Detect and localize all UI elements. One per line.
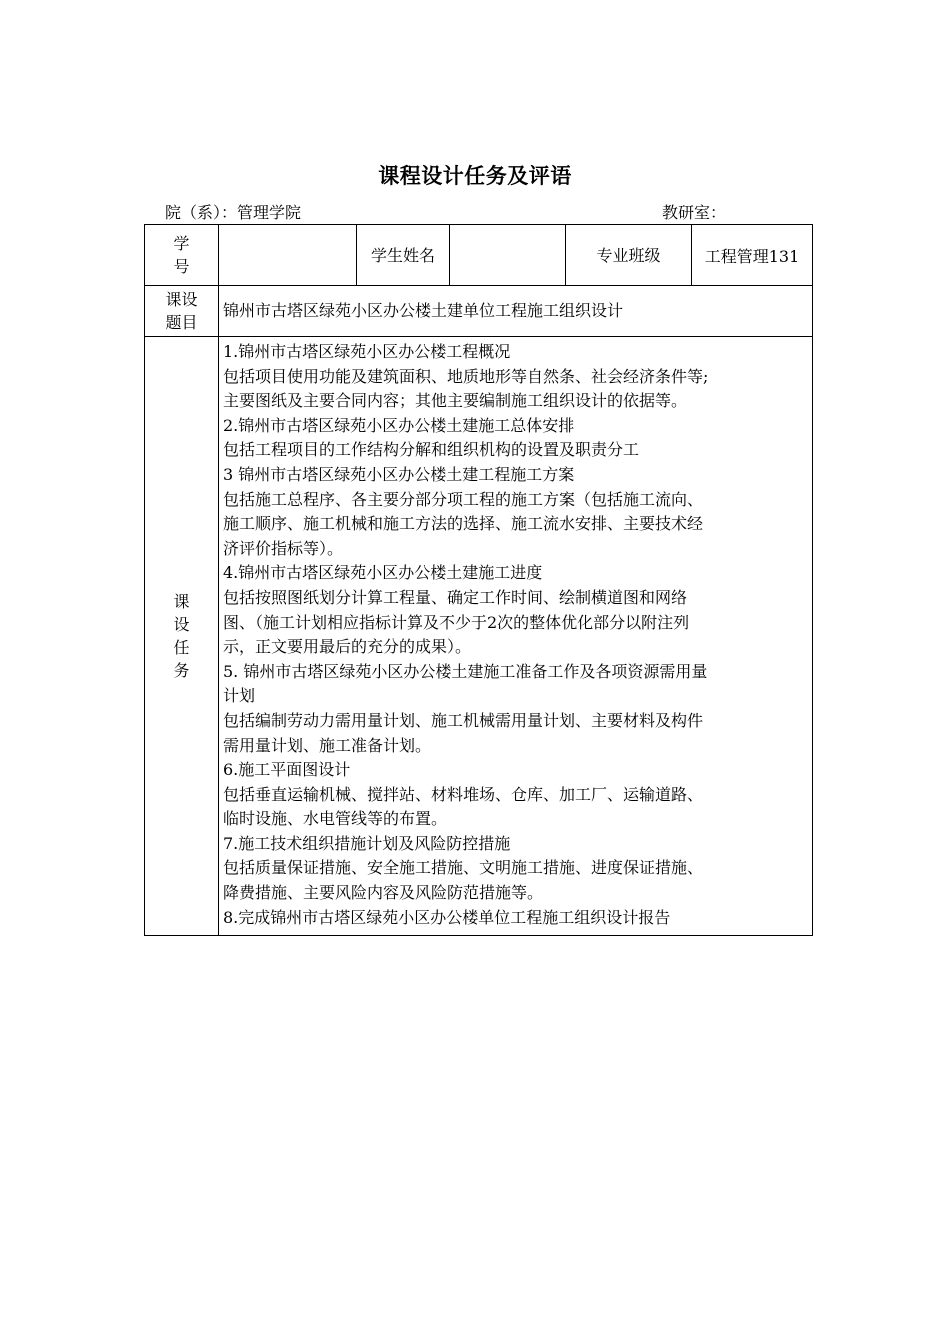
page-title: 课程设计任务及评语 — [378, 164, 572, 188]
topic-label-line-2: 题目 — [165, 313, 198, 332]
task-line: 4.锦州市古塔区绿苑小区办公楼土建施工进度 — [223, 563, 543, 583]
topic-row — [145, 286, 813, 337]
task-line: 包括工程项目的工作结构分解和组织机构的设置及职责分工 — [223, 440, 640, 460]
task-line: 包括按照图纸划分计算工程量、确定工作时间、绘制横道图和网络 — [223, 587, 688, 607]
task-line: 主要图纸及主要合同内容；其他主要编制施工组织设计的依据等。 — [223, 391, 688, 411]
task-line: 降费措施、主要风险内容及风险防范措施等。 — [223, 883, 544, 903]
topic-value: 锦州市古塔区绿苑小区办公楼土建单位工程施工组织设计 — [219, 286, 813, 337]
task-form-table — [144, 224, 813, 936]
task-line: 2.锦州市古塔区绿苑小区办公楼土建施工总体安排 — [223, 415, 575, 435]
office-field: 教研室： — [662, 203, 727, 222]
topic-label-line-1: 课设 — [165, 290, 198, 309]
task-line: 包括项目使用功能及建筑面积、地质地形等自然条、社会经济条件等; — [223, 366, 709, 386]
task-line: 8.完成锦州市古塔区绿苑小区办公楼单位工程施工组织设计报告 — [223, 907, 671, 927]
student-id-label: 学 号 — [145, 225, 219, 286]
topic-label — [145, 286, 219, 337]
tasks-label-char: 务 — [173, 661, 190, 681]
task-line: 图、（施工计划相应指标计算及不少于2次的整体优化部分以附注列 — [223, 612, 690, 632]
tasks-label-char: 任 — [173, 638, 190, 658]
tasks-label — [145, 337, 219, 936]
department-field: 院（系）：管理学院 — [165, 203, 302, 222]
tasks-row — [145, 337, 813, 936]
task-line: 计划 — [223, 686, 256, 706]
task-line: 5. 锦州市古塔区绿苑小区办公楼土建施工准备工作及各项资源需用量 — [223, 661, 708, 681]
task-line: 需用量计划、施工准备计划。 — [223, 735, 432, 755]
student-info-row — [145, 225, 813, 286]
task-line: 临时设施、水电管线等的布置。 — [223, 809, 448, 829]
task-line: 包括质量保证措施、安全施工措施、文明施工措施、进度保证措施、 — [223, 858, 704, 878]
task-line: 3 锦州市古塔区绿苑小区办公楼土建工程施工方案 — [223, 464, 575, 484]
tasks-label-char: 设 — [173, 615, 190, 635]
major-class-label: 专业班级 — [566, 225, 692, 286]
major-class-value: 工程管理131 — [692, 225, 813, 286]
tasks-content — [219, 337, 813, 936]
student-id-value — [219, 225, 357, 286]
task-line: 1.锦州市古塔区绿苑小区办公楼工程概况 — [223, 342, 511, 361]
student-name-label: 学生姓名 — [357, 225, 450, 286]
student-name-value — [450, 225, 566, 286]
task-line: 7.施工技术组织措施计划及风险防控措施 — [223, 833, 511, 853]
tasks-label-char: 课 — [173, 592, 190, 612]
task-line: 包括编制劳动力需用量计划、施工机械需用量计划、主要材料及构件 — [223, 710, 704, 730]
task-line: 示，正文要用最后的充分的成果）。 — [223, 637, 472, 657]
task-line: 6.施工平面图设计 — [223, 760, 351, 780]
task-line: 包括施工总程序、各主要分部分项工程的施工方案（包括施工流向、 — [223, 489, 704, 509]
task-line: 济评价指标等）。 — [223, 538, 344, 558]
task-line: 施工顺序、施工机械和施工方法的选择、施工流水安排、主要技术经 — [223, 514, 704, 534]
task-line: 包括垂直运输机械、搅拌站、材料堆场、仓库、加工厂、运输道路、 — [223, 784, 704, 804]
